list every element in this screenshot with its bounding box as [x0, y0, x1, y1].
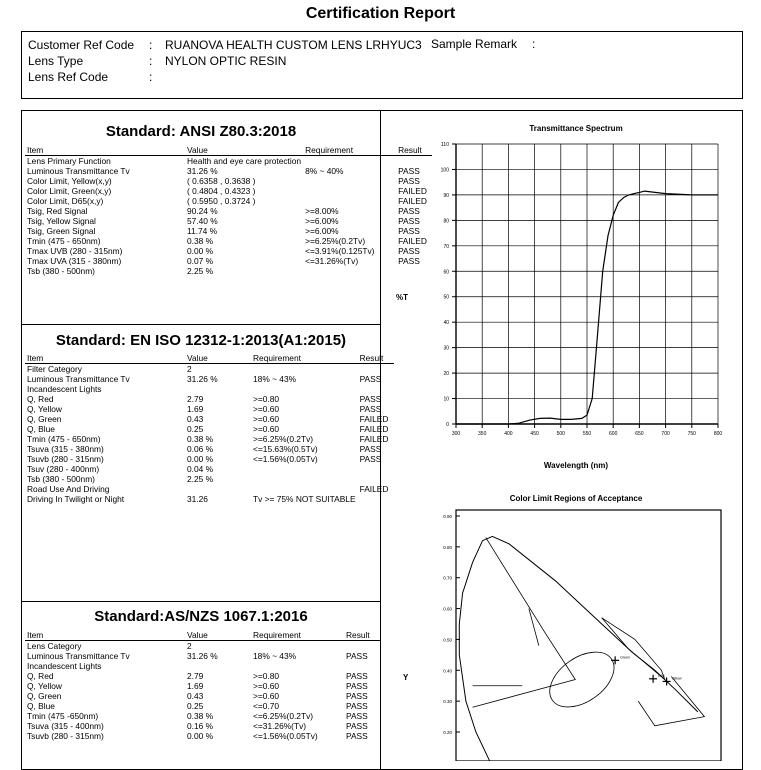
- table-row: [25, 671, 380, 681]
- point-label: D65: [658, 673, 665, 678]
- row-result: FAILED: [359, 424, 389, 434]
- row-value: 0.43: [187, 691, 204, 701]
- row-result: PASS: [398, 176, 420, 186]
- customer-ref-label: Customer Ref Code: [28, 38, 135, 52]
- table-row: [25, 651, 380, 661]
- tick-label-x: 400: [504, 431, 513, 437]
- row-result: PASS: [359, 394, 382, 404]
- tick-label-y: 110: [441, 142, 449, 148]
- column-header-value: Value: [185, 145, 303, 156]
- row-item: Tsb (380 - 500nm): [27, 266, 95, 276]
- cie-y-axis-label: Y: [403, 673, 409, 682]
- ansi-table-wrap: [25, 145, 432, 276]
- sample-remark-label: Sample Remark: [431, 37, 518, 51]
- report-title: Certification Report: [305, 5, 456, 22]
- tick-label-x: 350: [478, 431, 487, 437]
- row-result: PASS: [346, 691, 368, 701]
- row-item: Tsuva (315 - 400nm): [27, 721, 104, 731]
- table-row: [25, 216, 432, 226]
- table-row: [25, 414, 394, 424]
- row-result: PASS: [359, 374, 382, 384]
- lens-type-label: Lens Type: [28, 54, 84, 68]
- row-requirement: >=0.60: [253, 681, 280, 691]
- table-row: [25, 364, 394, 375]
- as-table-wrap: [25, 630, 380, 741]
- en-standard-title: Standard: EN ISO 12312-1:2013(A1:2015): [55, 332, 347, 349]
- row-requirement: [251, 474, 358, 484]
- tick-label-y: 30: [443, 345, 449, 352]
- table-row: [25, 701, 380, 711]
- row-requirement: >=0.80: [253, 394, 280, 404]
- table-row: [25, 246, 432, 256]
- row-result: PASS: [346, 651, 368, 661]
- table-row: [25, 721, 380, 731]
- row-requirement: [251, 641, 344, 652]
- table-row: [25, 176, 432, 186]
- table-row: [25, 434, 394, 444]
- row-item: Tsuvb (280 - 315nm): [27, 731, 104, 741]
- table-row: [25, 444, 394, 454]
- row-result: PASS: [398, 226, 420, 236]
- row-item: Tsuv (280 - 400nm): [27, 464, 100, 474]
- row-result: [344, 641, 380, 652]
- row-result: [344, 661, 380, 671]
- row-result: [358, 494, 394, 504]
- row-requirement: >=6.25%(0.2Tv): [253, 434, 314, 444]
- row-requirement: >=0.60: [253, 424, 280, 434]
- tick-label-x: 550: [582, 431, 592, 437]
- tick-label-x: 800: [713, 431, 723, 437]
- lens-type-value: NYLON OPTIC RESIN: [165, 54, 287, 68]
- row-value: 31.26: [187, 494, 208, 504]
- tick-label-x: 300: [451, 431, 461, 437]
- colon: :: [149, 54, 153, 68]
- row-item: Tsig, Yellow Signal: [27, 216, 96, 226]
- row-requirement: >=0.60: [253, 691, 280, 701]
- row-value: 0.00 %: [187, 454, 214, 464]
- row-value: 1.69: [187, 681, 204, 691]
- colon: :: [532, 37, 536, 51]
- spectrum-chart-title: Transmittance Spectrum: [529, 124, 623, 133]
- row-value: [185, 661, 251, 671]
- tick-label-y: 20: [443, 371, 449, 378]
- row-item: Tmax UVB (280 - 315nm): [27, 246, 123, 256]
- table-row: [25, 474, 394, 484]
- row-item: Color Limit, D65(x,y): [27, 196, 104, 206]
- row-item: Tsuva (315 - 380nm): [27, 444, 104, 454]
- row-result: FAILED: [398, 236, 427, 246]
- table-row: [25, 196, 432, 206]
- tick-label-y: 0.90: [443, 514, 452, 519]
- en-table-wrap: [25, 353, 394, 504]
- as-table: [25, 630, 380, 741]
- row-value: 2: [187, 641, 192, 651]
- tick-label-x: 750: [687, 431, 696, 437]
- spectrum-chart: [381, 135, 741, 455]
- row-result: PASS: [359, 454, 382, 464]
- row-result: FAILED: [398, 196, 427, 206]
- row-value: 0.38 %: [187, 236, 214, 246]
- row-value: 31.26 %: [187, 166, 218, 176]
- point-label: Yellow: [671, 676, 682, 681]
- row-value: 0.00 %: [187, 731, 214, 741]
- row-requirement: >=0.60: [253, 414, 280, 424]
- table-row: [25, 384, 394, 394]
- row-item: Tmin (475 -650nm): [27, 711, 99, 721]
- row-item: Tsig, Green Signal: [27, 226, 96, 236]
- ansi-table: [25, 145, 432, 276]
- row-item: Tsb (380 - 500nm): [27, 474, 95, 484]
- table-row: [25, 494, 394, 504]
- row-item: Lens Primary Function: [27, 156, 111, 166]
- tick-label-y: 0.40: [443, 668, 452, 674]
- row-item: Lens Category: [27, 641, 82, 651]
- row-value: ( 0.4804 , 0.4323 ): [187, 186, 256, 196]
- row-item: Tmin (475 - 650nm): [27, 434, 101, 444]
- row-value: 90.24 %: [187, 206, 218, 216]
- table-row: [25, 484, 394, 494]
- row-requirement: 18% ~ 43%: [253, 651, 297, 661]
- row-item: Q, Green: [27, 414, 62, 424]
- row-item: Filter Category: [27, 364, 82, 374]
- row-item: Tmin (475 - 650nm): [27, 236, 101, 246]
- row-item: Q, Yellow: [27, 681, 62, 691]
- column-header-value: Value: [185, 353, 251, 364]
- row-result: PASS: [398, 216, 420, 226]
- table-row: [25, 166, 432, 176]
- row-result: PASS: [346, 701, 368, 711]
- row-result: PASS: [398, 166, 420, 176]
- row-requirement: >=6.00%: [305, 226, 339, 236]
- colon: :: [149, 38, 153, 52]
- row-value: 0.25: [187, 424, 204, 434]
- lens-ref-label: Lens Ref Code: [28, 70, 109, 84]
- colon: :: [149, 70, 153, 84]
- table-row: [25, 156, 432, 167]
- table-row: [25, 681, 380, 691]
- column-header-value: Value: [185, 630, 251, 641]
- row-item: Color Limit, Yellow(x,y): [27, 176, 112, 186]
- table-row: [25, 206, 432, 216]
- row-requirement: >=6.00%: [305, 216, 339, 226]
- row-result: PASS: [359, 444, 382, 454]
- tick-label-y: 80: [443, 218, 449, 225]
- table-row: [25, 256, 432, 266]
- row-item: Luminous Transmittance Tv: [27, 374, 130, 384]
- row-item: Q, Blue: [27, 701, 55, 711]
- cie-chart: [381, 505, 741, 761]
- row-item: Luminous Transmittance Tv: [27, 166, 130, 176]
- row-value: 2.79: [187, 671, 204, 681]
- row-item: Driving In Twilight or Night: [27, 494, 125, 504]
- tick-label-y: 50: [443, 294, 449, 301]
- row-value: 1.69: [187, 404, 204, 414]
- row-value: ( 0.6358 , 0.3638 ): [187, 176, 256, 186]
- row-requirement: >=6.25%(0.2Tv): [305, 236, 366, 246]
- tick-label-y: 10: [443, 396, 449, 403]
- row-requirement: Tv >= 75% NOT SUITABLE: [253, 494, 356, 504]
- row-value: 31.26 %: [187, 374, 218, 384]
- row-requirement: >=0.60: [253, 404, 280, 414]
- row-item: Q, Green: [27, 691, 62, 701]
- row-value: 0.07 %: [187, 256, 214, 266]
- row-value: 0.06 %: [187, 444, 214, 454]
- row-requirement: <=1.56%(0.05Tv): [253, 454, 318, 464]
- column-header-requirement: Requirement: [251, 630, 344, 641]
- table-row: [25, 454, 394, 464]
- tick-label-y: 90: [443, 192, 449, 199]
- table-row: [25, 186, 432, 196]
- row-result: FAILED: [398, 186, 427, 196]
- row-result: [358, 464, 394, 474]
- row-requirement: [251, 484, 358, 494]
- tick-label-y: 0: [446, 422, 449, 428]
- row-requirement: <=1.56%(0.05Tv): [253, 731, 318, 741]
- row-requirement: >=8.00%: [305, 206, 339, 216]
- header-box: [21, 31, 743, 99]
- point-label: Green: [620, 655, 630, 660]
- tick-label-y: 40: [443, 320, 449, 327]
- row-requirement: 8% ~ 40%: [305, 166, 344, 176]
- tick-label-y: 0.80: [443, 544, 452, 550]
- row-result: FAILED: [359, 484, 389, 494]
- table-row: [25, 641, 380, 652]
- row-value: 31.26 %: [187, 651, 218, 661]
- row-value: 0.16 %: [187, 721, 214, 731]
- row-value: 2.25 %: [187, 266, 214, 276]
- row-item: Q, Red: [27, 394, 54, 404]
- tick-label-y: 0.60: [443, 606, 452, 612]
- as-standard-title: Standard:AS/NZS 1067.1:2016: [94, 608, 308, 625]
- row-item: Q, Red: [27, 671, 54, 681]
- row-value: ( 0.5950 , 0.3724 ): [187, 196, 256, 206]
- row-requirement: <=0.70: [253, 701, 280, 711]
- row-result: PASS: [346, 681, 368, 691]
- row-item: Q, Yellow: [27, 404, 62, 414]
- tick-label-x: 450: [530, 431, 539, 437]
- table-row: [25, 404, 394, 414]
- column-header-requirement: Requirement: [251, 353, 358, 364]
- row-value: 0.25: [187, 701, 204, 711]
- column-header-item: Item: [25, 630, 185, 641]
- tick-label-y: 60: [443, 269, 449, 276]
- row-result: PASS: [346, 731, 368, 741]
- acceptance-ellipse: [540, 641, 624, 718]
- tick-label-y: 0.20: [443, 730, 452, 735]
- row-result: FAILED: [359, 414, 389, 424]
- en-table: [25, 353, 394, 504]
- row-value: 2.25 %: [187, 474, 214, 484]
- tick-label-x: 700: [661, 431, 670, 437]
- table-row: [25, 691, 380, 701]
- row-result: PASS: [346, 721, 368, 731]
- tick-label-x: 500: [556, 431, 565, 437]
- table-row: [25, 374, 394, 384]
- row-result: PASS: [398, 246, 420, 256]
- row-result: PASS: [346, 671, 368, 681]
- row-item: Tsuvb (280 - 315nm): [27, 454, 104, 464]
- row-value: [185, 384, 251, 394]
- row-item: Luminous Transmittance Tv: [27, 651, 130, 661]
- table-row: [25, 711, 380, 721]
- ansi-standard-title: Standard: ANSI Z80.3:2018: [105, 123, 297, 140]
- row-requirement: <=6.25%(0.2Tv): [253, 711, 314, 721]
- row-result: PASS: [398, 206, 420, 216]
- plot-border: [456, 510, 721, 761]
- row-value: 0.04 %: [187, 464, 214, 474]
- row-item: Incandescent Lights: [27, 384, 102, 394]
- table-row: [25, 464, 394, 474]
- table-row: [25, 424, 394, 434]
- column-header-item: Item: [25, 145, 185, 156]
- row-item: Incandescent Lights: [27, 661, 102, 671]
- cie-chart-title: Color Limit Regions of Acceptance: [509, 494, 643, 503]
- row-requirement: >=0.80: [253, 671, 280, 681]
- row-result: PASS: [398, 256, 420, 266]
- tick-label-y: 70: [443, 243, 449, 250]
- table-row: [25, 226, 432, 236]
- tick-label-y: 100: [440, 167, 449, 174]
- table-row: [25, 266, 432, 276]
- row-requirement: <=31.26%(Tv): [305, 256, 359, 266]
- row-item: Tmax UVA (315 - 380nm): [27, 256, 122, 266]
- row-result: PASS: [359, 404, 382, 414]
- tick-label-y: 0.50: [443, 637, 452, 643]
- acceptance-region: [638, 677, 704, 726]
- row-requirement: [251, 464, 358, 474]
- spectral-locus: [459, 536, 698, 761]
- table-row: [25, 394, 394, 404]
- row-value: [185, 484, 251, 494]
- row-value: 0.00 %: [187, 246, 214, 256]
- row-item: Q, Blue: [27, 424, 55, 434]
- table-row: [25, 731, 380, 741]
- column-header-item: Item: [25, 353, 185, 364]
- row-value: 2: [187, 364, 192, 374]
- spectrum-y-axis-label: %T: [396, 293, 408, 302]
- column-header-requirement: Requirement: [303, 145, 396, 156]
- tick-label-y: 0.30: [443, 699, 452, 705]
- tick-label-y: 0.70: [443, 575, 452, 581]
- row-requirement: [251, 661, 344, 671]
- spectrum-x-axis-label: Wavelength (nm): [543, 461, 609, 470]
- row-value: 0.38 %: [187, 711, 214, 721]
- row-value: 0.43: [187, 414, 204, 424]
- row-result: [358, 474, 394, 484]
- table-row: [25, 236, 432, 246]
- row-requirement: 18% ~ 43%: [253, 374, 297, 384]
- section-divider: [21, 601, 381, 602]
- tick-label-x: 650: [635, 431, 644, 437]
- row-result: FAILED: [359, 434, 389, 444]
- column-header-result: Result: [344, 630, 380, 641]
- row-requirement: <=15.63%(0.5Tv): [253, 444, 318, 454]
- column-header-result: Result: [358, 353, 394, 364]
- row-requirement: <=3.91%(0.125Tv): [305, 246, 375, 256]
- row-requirement: [251, 384, 358, 394]
- table-row: [25, 661, 380, 671]
- row-result: PASS: [346, 711, 368, 721]
- section-divider: [21, 324, 381, 325]
- row-value: Health and eye care protection: [187, 156, 302, 166]
- row-value: 57.40 %: [187, 216, 218, 226]
- tick-label-x: 600: [609, 431, 618, 437]
- column-header-result: Result: [396, 145, 432, 156]
- row-requirement: [251, 364, 358, 375]
- row-value: 0.38 %: [187, 434, 214, 444]
- acceptance-region: [473, 538, 576, 708]
- row-item: Color Limit, Green(x,y): [27, 186, 112, 196]
- row-item: Tsig, Red Signal: [27, 206, 88, 216]
- row-item: Road Use And Driving: [27, 484, 110, 494]
- row-value: 11.74 %: [187, 226, 218, 236]
- customer-ref-value: RUANOVA HEALTH CUSTOM LENS LRHYUC3: [165, 38, 422, 52]
- row-requirement: <=31.26%(Tv): [253, 721, 307, 731]
- row-value: 2.79: [187, 394, 204, 404]
